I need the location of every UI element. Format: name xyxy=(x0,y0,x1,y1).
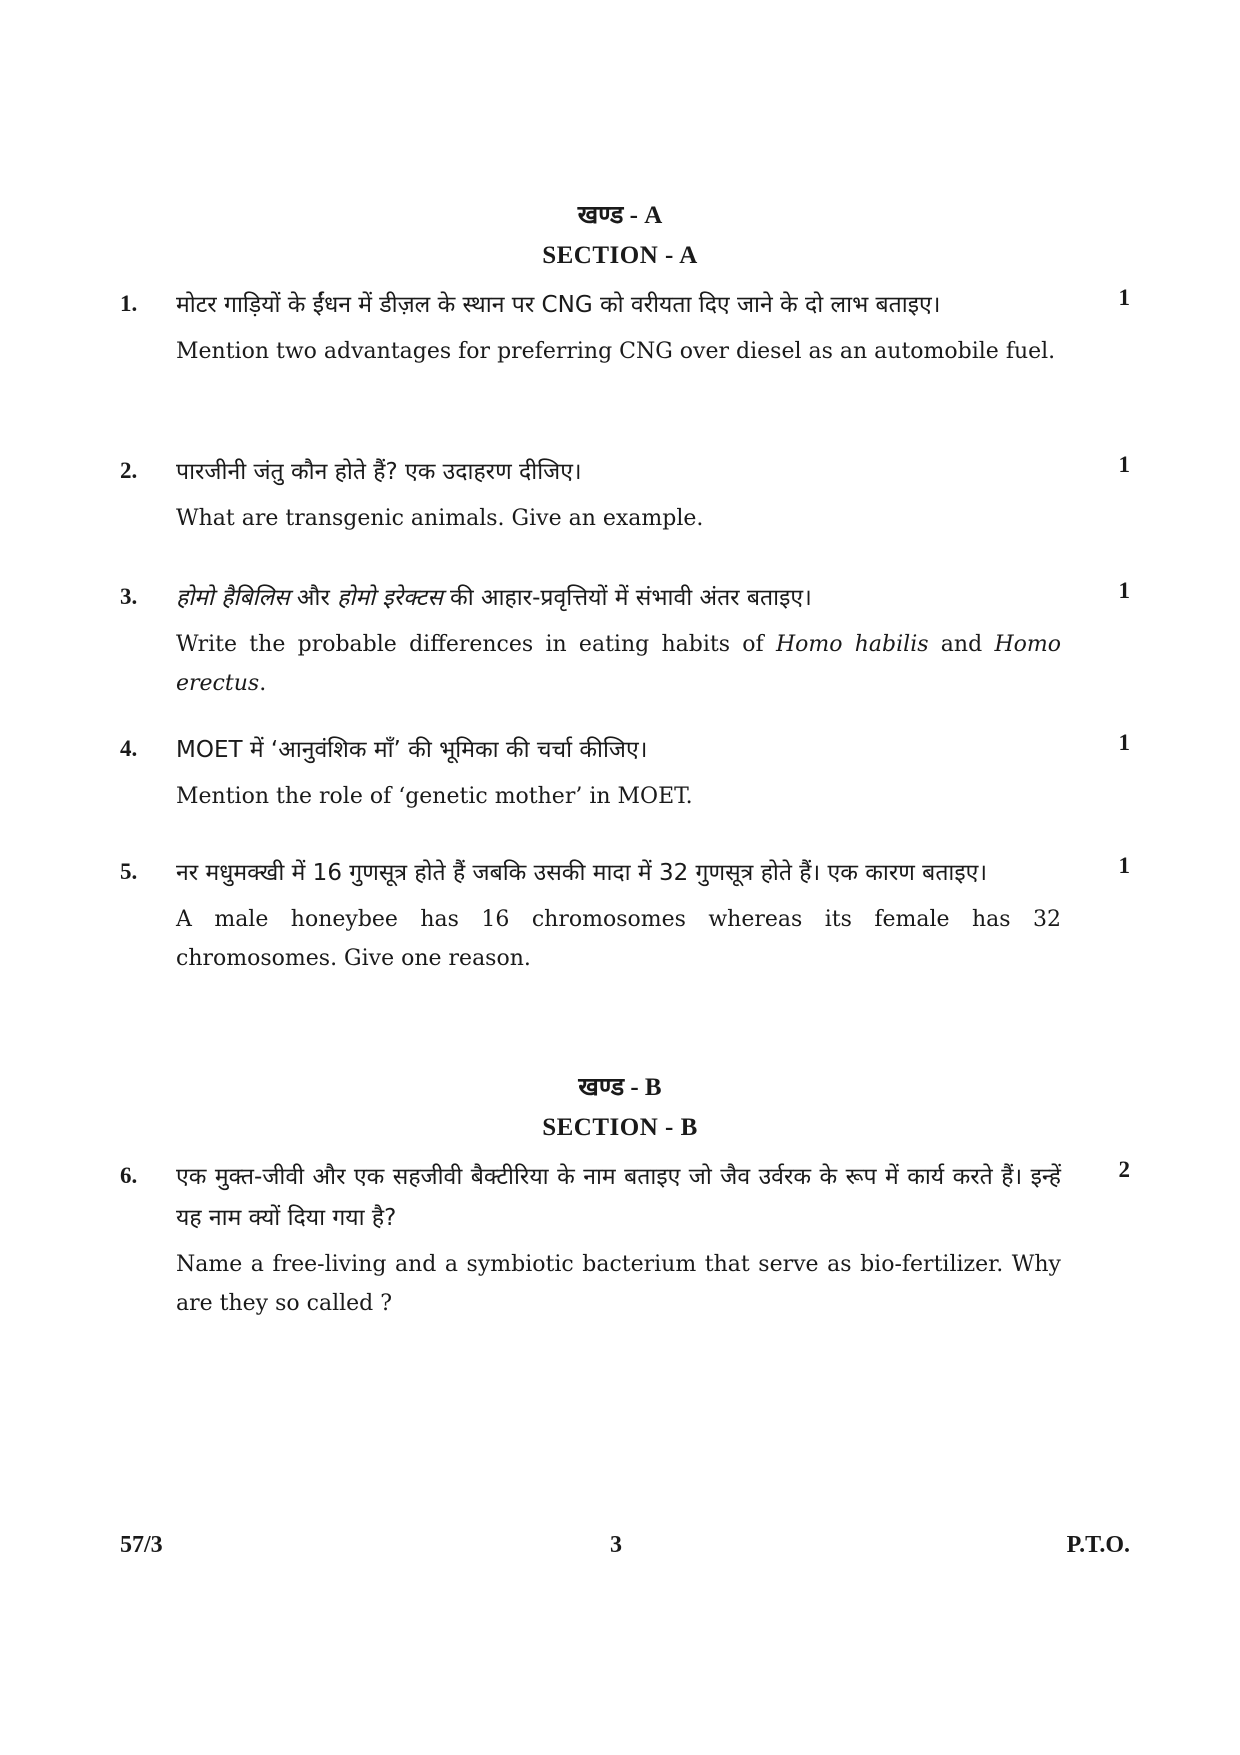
question-number: 2. xyxy=(120,458,138,483)
question-body xyxy=(176,853,1061,978)
species-name: Homo erectus xyxy=(176,632,1061,696)
question-body xyxy=(176,730,1061,816)
question-marks: 1 xyxy=(1118,285,1130,310)
question-number: 3. xyxy=(120,584,138,609)
question-text-hindi: मोटर गाड़ियों के ईंधन में डीज़ल के स्थान पर CNG को वरीयता दिए जाने के दो लाभ बताइए। xyxy=(176,292,941,318)
question-text-english: A male honeybee has 16 chromosomes whereas its female has 32 chromosomes. Give one reason. xyxy=(176,907,1061,971)
question-number: 5. xyxy=(120,859,138,884)
section-a-heading xyxy=(0,195,1240,275)
question-body xyxy=(176,285,1061,371)
species-name-hindi: होमो हैबिलिस xyxy=(176,585,290,611)
question-text-english: Mention two advantages for preferring CNG over diesel as an automobile fuel. xyxy=(176,339,1056,364)
conjunction-text: और xyxy=(289,585,338,611)
question-text-hindi: एक मुक्त-जीवी और एक सहजीवी बैक्टीरिया के नाम बताइए जो जैव उर्वरक के रूप में कार्य करते हैं। इन्हें यह नाम क्यों दिया गया है? xyxy=(176,1164,1061,1231)
section-a-english-title: SECTION - A xyxy=(542,242,698,269)
question-text-hindi: नर मधुमक्खी में 16 गुणसूत्र होते हैं जबकि उसकी मादा में 32 गुणसूत्र होते हैं। एक कारण बताइए। xyxy=(176,860,988,886)
section-a-hindi-title: खण्ड - A xyxy=(577,202,663,229)
section-b-heading xyxy=(0,1067,1240,1147)
question-text-lead: Write the probable differences in eating habits of xyxy=(176,632,776,657)
question-text-tail: . xyxy=(259,671,267,696)
question-marks: 1 xyxy=(1118,452,1130,477)
question-text-english xyxy=(176,625,1061,703)
question-body xyxy=(176,1157,1061,1323)
question-marks: 1 xyxy=(1118,853,1130,878)
species-name-hindi: होमो इरेक्टस xyxy=(337,585,443,611)
section-b-english-title: SECTION - B xyxy=(542,1114,698,1141)
question-text-english: What are transgenic animals. Give an example. xyxy=(176,506,704,531)
question-text-hindi: MOET में ‘आनुवंशिक माँ’ की भूमिका की चर्चा कीजिए। xyxy=(176,737,648,763)
question-marks: 2 xyxy=(1118,1157,1130,1182)
please-turn-over: P.T.O. xyxy=(1066,1532,1130,1558)
question-text-english: Mention the role of ‘genetic mother’ in MOET. xyxy=(176,784,693,809)
question-text-hindi: पारजीनी जंतु कौन होते हैं? एक उदाहरण दीजिए। xyxy=(176,459,582,485)
question-marks: 1 xyxy=(1118,730,1130,755)
question-body xyxy=(176,578,1061,703)
question-number: 4. xyxy=(120,736,138,761)
species-name: Homo habilis xyxy=(775,632,929,657)
question-text-tail: की आहार-प्रवृत्तियों में संभावी अंतर बताइए। xyxy=(442,585,812,611)
page-number: 3 xyxy=(610,1532,622,1558)
question-marks: 1 xyxy=(1118,578,1130,603)
question-body xyxy=(176,452,1061,538)
conjunction-text: and xyxy=(928,632,995,657)
question-number: 1. xyxy=(120,291,138,316)
question-text-english: Name a free-living and a symbiotic bacterium that serve as bio-fertilizer. Why are they so called ? xyxy=(176,1252,1061,1316)
question-text-hindi xyxy=(176,578,1061,619)
question-number: 6. xyxy=(120,1163,138,1188)
paper-code: 57/3 xyxy=(120,1532,163,1558)
section-b-hindi-title: खण्ड - B xyxy=(578,1074,662,1101)
